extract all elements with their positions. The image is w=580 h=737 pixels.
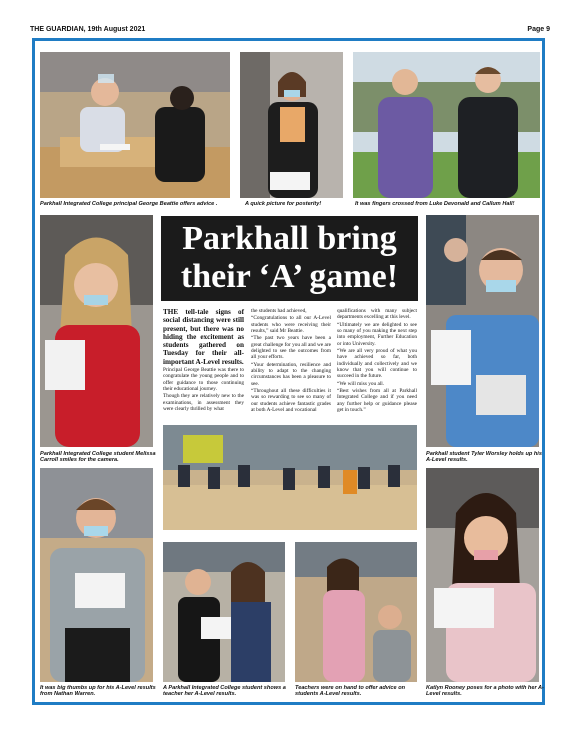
masthead xyxy=(30,26,550,36)
caption-fingers-crossed: It was fingers crossed from Luke Devonald and Callum Hall! xyxy=(355,201,515,207)
caption-posterity: A quick picture for posterity! xyxy=(245,201,322,207)
article-paragraph: “Best wishes from all at Parkhall Integrated College and if you need any further help or guidance please get in touch.” xyxy=(337,388,417,414)
article-paragraph: “Your determination, resilience and ability to adapt to the changing circumstances has been a pleasure to see. xyxy=(251,361,331,387)
article-column-1 xyxy=(163,308,244,413)
caption-katlyn: Katlyn Rooney poses for a photo with her A-Level results. xyxy=(426,685,544,698)
article-paragraph: Though they are relatively new to the examinations, in assessment they were clearly thrilled by what xyxy=(163,393,244,413)
article-lead: THE tell-tale signs of social distancing were still present, but there was no hiding the excitement as students gathered on Tuesday for their all-important A-Level results. xyxy=(163,308,244,366)
article-paragraph: “We are all very proud of what you have achieved so far, both individually and collectively and we know that you will continue to succeed in the future. xyxy=(337,348,417,380)
article-paragraph: “The past two years have been a great challenge for you all and we are delighted to see the outcomes from all your efforts. xyxy=(251,335,331,361)
photo-student-teacher xyxy=(163,542,285,682)
photo-tyler-worsley xyxy=(426,215,539,447)
photo-fingers-crossed xyxy=(353,52,540,198)
caption-tyler: Parkhall student Tyler Worsley holds up his A-Level results. xyxy=(426,451,542,464)
article-paragraph: qualifications with many subject departments excelling at this level. xyxy=(337,308,417,321)
headline xyxy=(161,216,418,301)
photo-melissa-carroll xyxy=(40,215,153,447)
photo-posterity xyxy=(240,52,343,198)
article-column-3 xyxy=(337,308,417,415)
article-paragraph: “Ultimately we are delighted to see so many of you making the next step into employment, Further Education or into University. xyxy=(337,321,417,347)
photo-sports-hall xyxy=(163,425,417,530)
article-paragraph: Principal George Beattie was there to congratulate the young people and to offer guidance to those continuing their educational journey. xyxy=(163,366,244,392)
photo-nathan-warren xyxy=(40,468,153,682)
caption-nathan: It was big thumbs up for his A-Level results from Nathan Warren. xyxy=(40,685,156,698)
publication-date: THE GUARDIAN, 19th August 2021 xyxy=(30,26,146,33)
page-number: Page 9 xyxy=(527,26,550,33)
caption-student-teacher: A Parkhall Integrated College student shows a teacher her A-Level results. xyxy=(163,685,286,698)
article-column-2 xyxy=(251,308,331,415)
photo-katlyn-rooney xyxy=(426,468,539,682)
article-paragraph: the students had achieved, xyxy=(251,308,307,314)
photo-teachers-advice xyxy=(295,542,417,682)
caption-principal: Parkhall Integrated College principal George Beattie offers advice . xyxy=(40,201,218,207)
headline-line-1: Parkhall bring xyxy=(182,220,397,257)
article-paragraph: “Congratulations to all our A-Level students who were receiving their results,” said Mr Beattie. xyxy=(251,315,331,335)
photo-principal-desk xyxy=(40,52,230,198)
caption-melissa: Parkhall Integrated College student Melissa Carroll smiles for the camera. xyxy=(40,451,156,464)
caption-teachers: Teachers were on hand to offer advice on students A-Level results. xyxy=(295,685,406,698)
headline-line-2: their ‘A’ game! xyxy=(180,258,399,295)
article-paragraph: “Throughout all these difficulties it was so rewarding to see so many of our students achieve fantastic grades at both A-Level and vocational xyxy=(251,388,331,414)
article-paragraph: “We will miss you all. xyxy=(337,380,385,387)
